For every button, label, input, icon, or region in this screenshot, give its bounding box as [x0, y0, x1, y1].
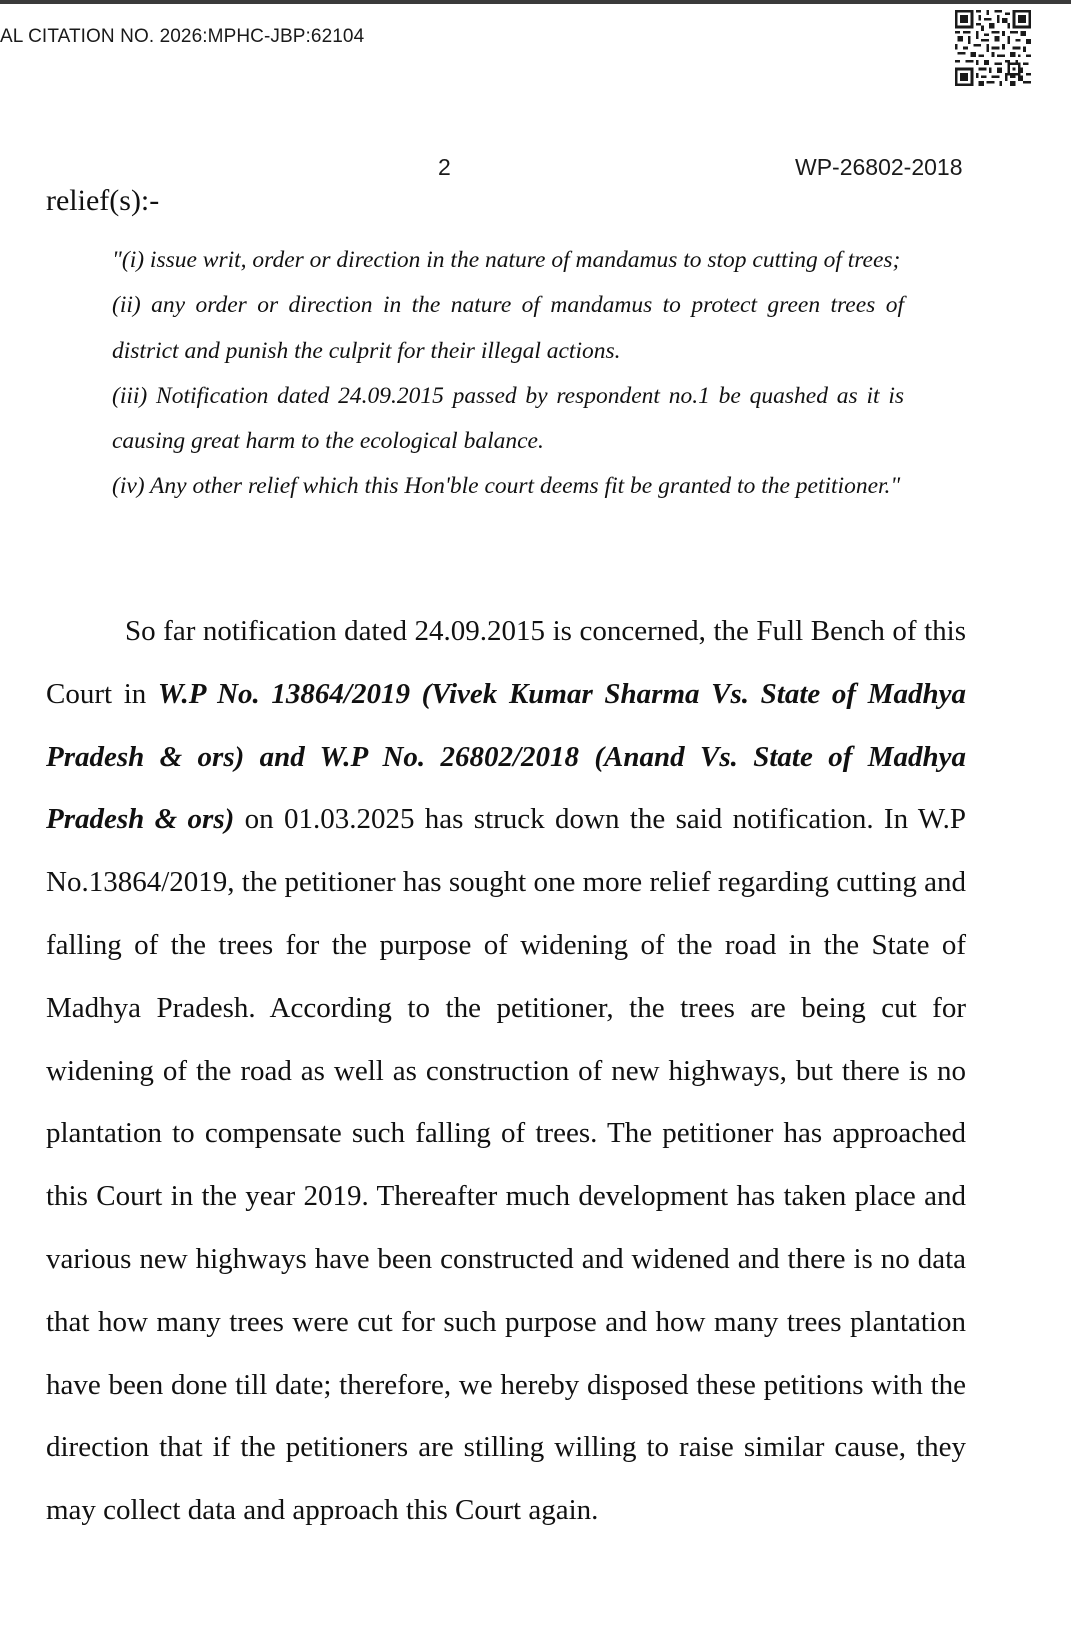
- qr-code-icon: [955, 10, 1031, 86]
- reliefs-heading: relief(s):-: [46, 184, 160, 217]
- paragraph-text: So far notification dated 24.09.2015 is concerned, the Full Bench of this Court in: [46, 615, 966, 710]
- page-number: 2: [438, 154, 451, 180]
- case-reference: W.P No. 13864/2019 (Vivek Kumar Sharma Vs. State of Madhya Pradesh & ors) and W.P No. 26802/2018 (Anand Vs. State of Madhya Pradesh & ors): [46, 677, 966, 836]
- judgment-paragraph: [46, 600, 966, 1542]
- top-border: [0, 0, 1071, 4]
- neutral-citation: AL CITATION NO. 2026:MPHC-JBP:62104: [0, 26, 365, 47]
- prayer-item: (iii) Notification dated 24.09.2015 passed by respondent no.1 be quashed as it is causing great harm to the ecological balance.: [112, 382, 904, 455]
- prayer-item: (iv) Any other relief which this Hon'ble court deems fit be granted to the petitioner.": [112, 473, 901, 500]
- paragraph: [46, 600, 966, 1542]
- prayer-item: (ii) any order or direction in the nature of mandamus to protect green trees of district and punish the culprit for their illegal actions.: [112, 292, 904, 364]
- case-number: WP-26802-2018: [795, 154, 963, 180]
- prayer-item: "(i) issue writ, order or direction in the nature of mandamus to stop cutting of trees;: [112, 247, 901, 273]
- quoted-prayers: [112, 238, 904, 510]
- paragraph-text: on 01.03.2025 has struck down the said notification. In W.P No.13864/2019, the petitioner has sought one more relief regarding cutting and falling of the trees for the purpose of widening of the road in the State of Madhya Pradesh. According to the petitioner, the trees are being cut for widening of the road as well as construction of new highways, but there is no plantation to compensate such falling of trees. The petitioner has approached this Court in the year 2019. Thereafter much development has taken place and various new highways have been constructed and widened and there is no data that how many trees were cut for such purpose and how many trees plantation have been done till date; therefore, we hereby disposed these petitions with the direction that if the petitioners are stilling willing to raise similar cause, they may collect data and approach this Court again.: [46, 803, 966, 1527]
